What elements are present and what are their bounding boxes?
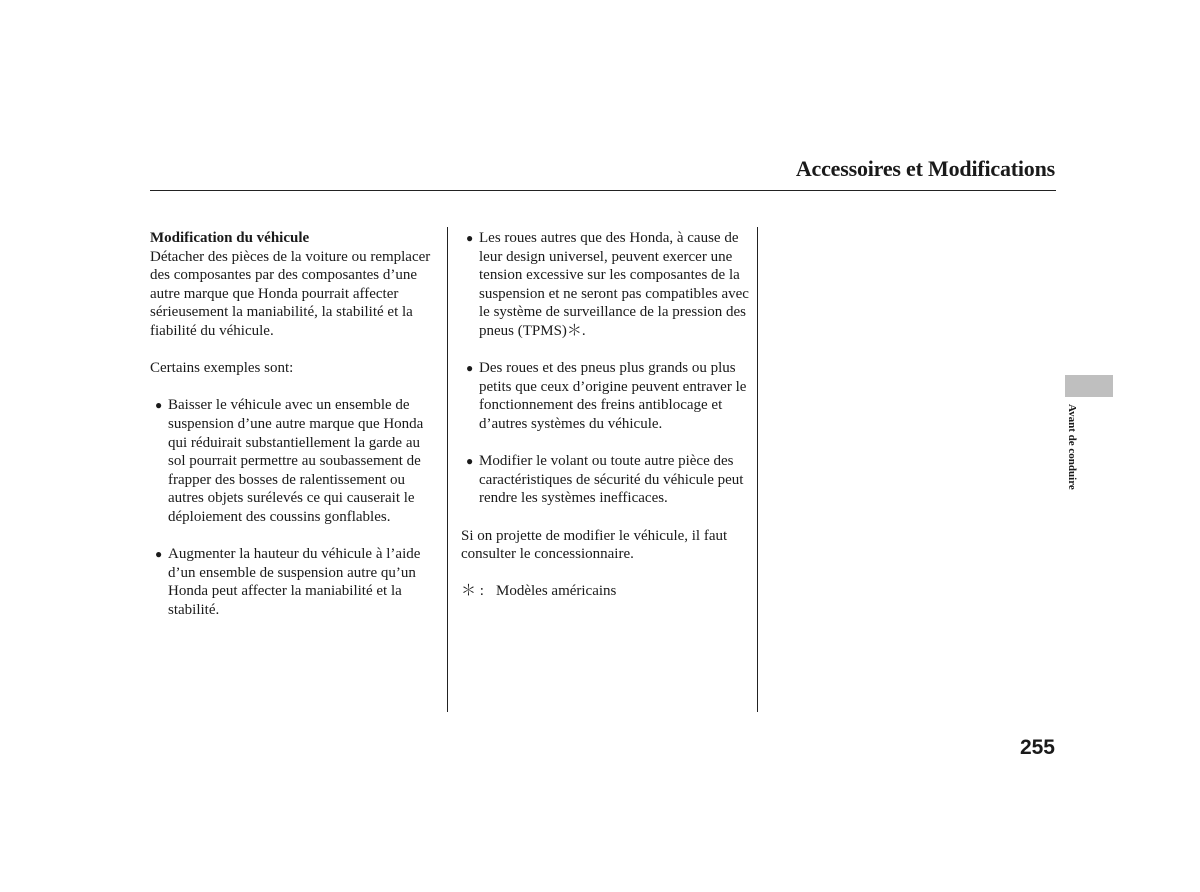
list-item-text: Augmenter la hauteur du véhicule à l’aide d’un ensemble de suspension autre qu’un Honda peut affecter la maniabilité et la stabilité. <box>168 546 421 618</box>
bullet-icon: ● <box>466 454 474 469</box>
bullet-icon: ● <box>466 361 474 376</box>
section-title: Accessoires et Modifications <box>795 156 1055 181</box>
closing-paragraph: Si on projette de modifier le véhicule, il faut consulter le concessionnaire. <box>461 527 728 563</box>
list-item-text: Les roues autres que des Honda, à cause de leur design universel, peuvent exercer une tension excessive sur les composantes de la suspension et ne seront pas compatibles avec le système de surveillance de la pression des pneus (TPMS)＊. <box>479 230 749 339</box>
list-item-text: Des roues et des pneus plus grands ou plus petits que ceux d’origine peuvent entraver le fonctionnement des freins antiblocage et d’autres systèmes du véhicule. <box>479 360 747 432</box>
footnote-text: Modèles américains <box>496 583 617 600</box>
list-item <box>461 359 751 433</box>
left-column <box>150 229 440 619</box>
bullet-icon: ● <box>466 231 474 245</box>
section-heading: Modification du véhicule <box>150 230 310 246</box>
bullet-icon: ● <box>155 398 163 413</box>
section-tab-marker <box>1065 375 1113 397</box>
column-divider-2 <box>757 227 758 712</box>
side-tab-label: Avant de conduire <box>1066 404 1078 490</box>
list-item-text: Baisser le véhicule avec un ensemble de suspension d’une autre marque que Honda qui réduirait substantiellement la garde au sol pourrait permettre au soubassement de frapper des bosses de ralentissement ou autres objets surélevés ce qui causerait le déploiement des coussins gonflables. <box>168 397 424 525</box>
list-item <box>461 452 751 508</box>
column-divider-1 <box>447 227 448 712</box>
examples-intro: Certains exemples sont: <box>150 360 294 377</box>
list-item <box>150 396 440 526</box>
intro-paragraph: Détacher des pièces de la voiture ou remplacer des composantes par des composantes d’une autre marque que Honda pourrait affecter sérieusement la maniabilité, la stabilité et la fiabilité du véhicule. <box>150 248 431 339</box>
page-number: 255 <box>1019 736 1055 759</box>
list-item-text: Modifier le volant ou toute autre pièce des caractéristiques de sécurité du véhicule peut rendre les systèmes inefficaces. <box>479 453 744 507</box>
footnote-mark: ＊ : <box>461 583 484 600</box>
bullet-icon: ● <box>155 547 163 562</box>
list-item <box>150 545 440 619</box>
header-rule <box>150 190 1056 191</box>
footnote <box>461 582 751 601</box>
middle-column <box>461 229 751 601</box>
list-item <box>461 229 751 341</box>
